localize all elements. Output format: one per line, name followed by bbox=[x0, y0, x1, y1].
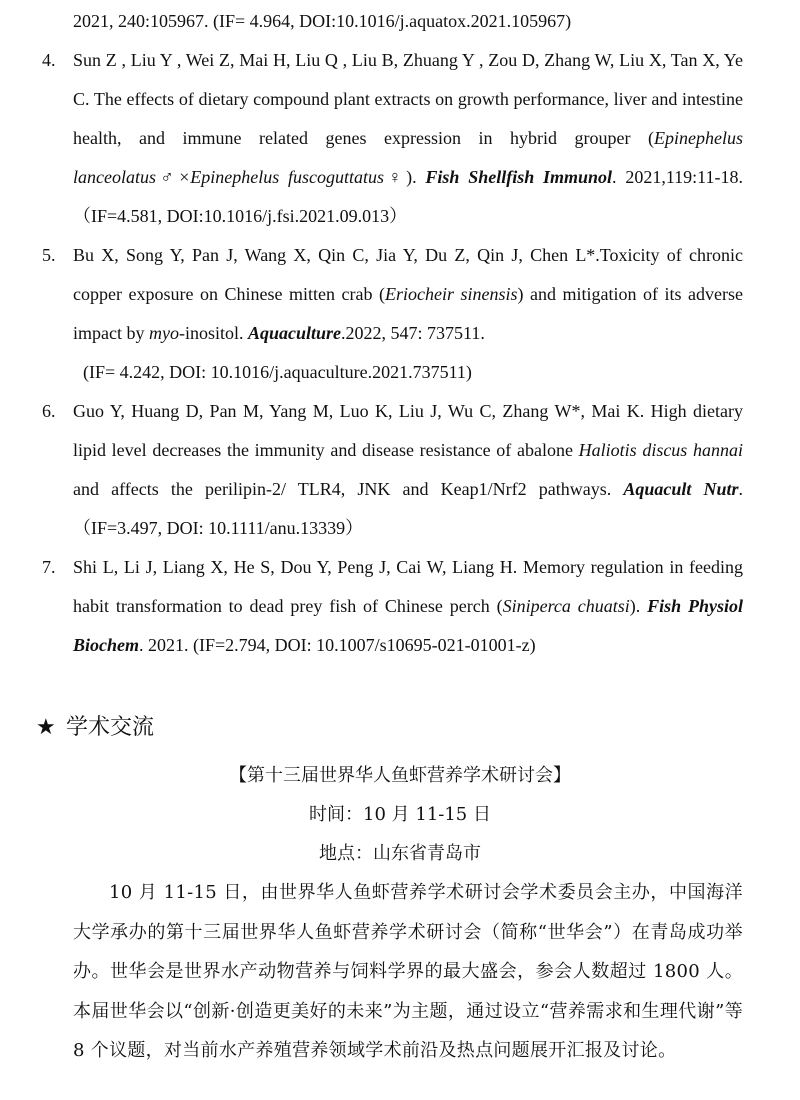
journal-name: Aquaculture bbox=[248, 323, 342, 343]
reference-authors-title: Sun Z , Liu Y , Wei Z, Mai H, Liu Q , Liu B, Zhuang Y , Zou D, Zhang W, Liu X, Tan X, Ye C. The effects of dietary compound plant extracts on growth performance, liver and intestine health, and immune related genes expression in hybrid grouper ( bbox=[73, 50, 743, 148]
event-title: 【第十三届世界华人鱼虾营养学术研讨会】 bbox=[229, 765, 571, 786]
star-icon: ★ bbox=[36, 715, 56, 740]
species-name: Epinephelus lanceolatus♂×Epinephelus fuscoguttatus♀ bbox=[73, 128, 743, 187]
reference-citation: .（IF=3.497, DOI: 10.1111/anu.13339） bbox=[73, 479, 743, 538]
reference-number: 6. bbox=[42, 401, 56, 421]
event-paragraph: 10 月 11-15 日，由世界华人鱼虾营养学术研讨会学术委员会主办，中国海洋大学承办的第十三届世界华人鱼虾营养学术研讨会（简称“世华会”）在青岛成功举办。世华会是世界水产动物营养与饲料学界的最大盛会，参会人数超过 1800 人。本届世华会以“创新·创造更美好的未来”为主题，通过设立“营养需求和生理代谢”等 8 个议题，对当前水产养殖营养领域学术前沿及热点问题展开汇报及讨论。 bbox=[73, 882, 743, 1061]
section-heading bbox=[36, 710, 154, 746]
event-time: 时间：10 月 11-15 日 bbox=[309, 804, 491, 825]
reference-citation: . 2021,119:11-18.（IF=4.581, DOI:10.1016/j.fsi.2021.09.013） bbox=[73, 167, 743, 226]
reference-text bbox=[73, 548, 743, 665]
species-name: Eriocheir sinensis bbox=[384, 284, 518, 304]
reference-citation: .2022, 547: 737511. bbox=[341, 323, 485, 343]
reference-number: 7. bbox=[42, 557, 56, 577]
species-name: Siniperca chuatsi bbox=[502, 596, 630, 616]
reference-text bbox=[73, 392, 743, 548]
reference-text bbox=[73, 41, 743, 236]
reference-punct: ). bbox=[629, 596, 648, 616]
reference-text bbox=[73, 236, 743, 392]
reference-3-continuation: 2021, 240:105967. (IF= 4.964, DOI:10.1016/j.aquatox.2021.105967) bbox=[73, 11, 572, 31]
reference-citation: . 2021. (IF=2.794, DOI: 10.1007/s10695-021-01001-z) bbox=[139, 635, 536, 655]
reference-authors-title: Bu X, Song Y, Pan J, Wang X, Qin C, Jia Y, Du Z, Qin J, Chen L*.Toxicity of chronic copper exposure on Chinese mitten crab ( bbox=[73, 245, 743, 304]
section-title: 学术交流 bbox=[66, 715, 155, 740]
event-place: 地点：山东省青岛市 bbox=[319, 843, 481, 864]
reference-authors-title: Guo Y, Huang D, Pan M, Yang M, Luo K, Liu J, Wu C, Zhang W*, Mai K. High dietary lipid level decreases the immunity and disease resistance of abalone bbox=[73, 401, 743, 460]
species-name: Haliotis discus hannai bbox=[578, 440, 743, 460]
reference-punct: ). bbox=[406, 167, 426, 187]
reference-number: 4. bbox=[42, 50, 56, 70]
compound-prefix: myo bbox=[148, 323, 179, 343]
journal-name: Aquacult Nutr bbox=[623, 479, 739, 499]
journal-name: Fish Physiol Biochem bbox=[73, 596, 743, 655]
reference-doi: (IF= 4.242, DOI: 10.1016/j.aquaculture.2021.737511) bbox=[83, 362, 472, 382]
reference-punct: ) and mitigation of its adverse impact by bbox=[73, 284, 744, 343]
reference-authors-title: Shi L, Li J, Liang X, He S, Dou Y, Peng J, Cai W, Liang H. Memory regulation in feeding habit transformation to dead prey fish of Chinese perch ( bbox=[73, 557, 743, 616]
journal-name: Fish Shellfish Immunol bbox=[425, 167, 613, 187]
reference-punct: and affects the perilipin-2/ TLR4, JNK and Keap1/Nrf2 pathways. bbox=[73, 479, 624, 499]
reference-number: 5. bbox=[42, 245, 56, 265]
reference-punct: -inositol. bbox=[178, 323, 248, 343]
